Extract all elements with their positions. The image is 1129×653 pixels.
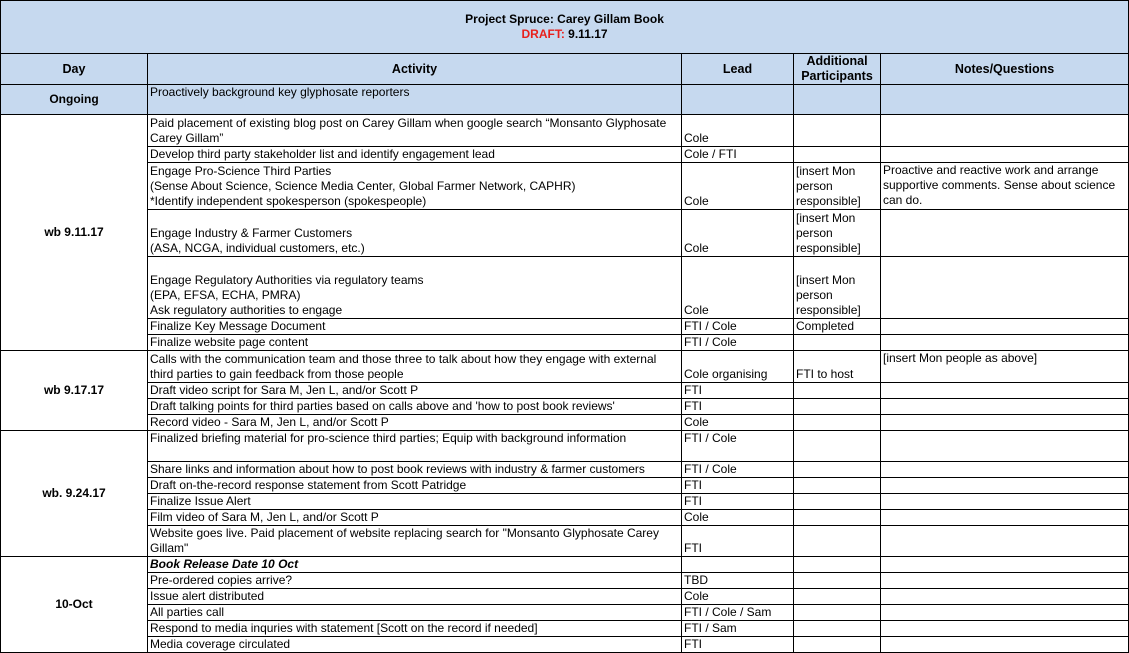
table-row [1, 431, 1129, 462]
lead-cell: FTI / Cole [682, 462, 794, 478]
notes-cell [881, 621, 1129, 637]
table-row [1, 621, 1129, 637]
activity-cell: Develop third party stakeholder list and identify engagement lead [148, 147, 682, 163]
header-day: Day [1, 54, 148, 85]
participants-cell [794, 526, 881, 557]
title-row [1, 1, 1129, 54]
lead-cell: FTI [682, 478, 794, 494]
table-row [1, 573, 1129, 589]
day-cell: 10-Oct [1, 557, 148, 653]
notes-cell [881, 510, 1129, 526]
lead-cell: Cole [682, 257, 794, 319]
lead-cell: Cole [682, 210, 794, 257]
table-row [1, 557, 1129, 573]
schedule-body [1, 115, 1129, 653]
participants-cell [794, 494, 881, 510]
table-row [1, 462, 1129, 478]
notes-cell [881, 462, 1129, 478]
activity-cell: Media coverage circulated [148, 637, 682, 653]
activity-cell: Finalize Key Message Document [148, 319, 682, 335]
document-title: Project Spruce: Carey Gillam Book [465, 12, 664, 26]
notes-cell [881, 399, 1129, 415]
table-row [1, 319, 1129, 335]
activity-cell: Record video - Sara M, Jen L, and/or Scott P [148, 415, 682, 431]
table-row [1, 383, 1129, 399]
activity-cell: Draft on-the-record response statement from Scott Patridge [148, 478, 682, 494]
participants-cell [794, 557, 881, 573]
table-row [1, 147, 1129, 163]
notes-cell [881, 605, 1129, 621]
participants-cell [794, 637, 881, 653]
header-additional-participants: Additional Participants [794, 54, 881, 85]
table-row [1, 589, 1129, 605]
ongoing-row [1, 85, 1129, 115]
notes-cell [881, 335, 1129, 351]
lead-cell: FTI [682, 399, 794, 415]
activity-cell: Engage Industry & Farmer Customers (ASA, NCGA, individual customers, etc.) [148, 210, 682, 257]
lead-cell: Cole [682, 510, 794, 526]
table-row [1, 415, 1129, 431]
table-row [1, 163, 1129, 210]
notes-cell [881, 526, 1129, 557]
notes-cell [881, 637, 1129, 653]
activity-cell: Share links and information about how to post book reviews with industry & farmer customers [148, 462, 682, 478]
participants-cell: [insert Mon person responsible] [794, 163, 881, 210]
table-row [1, 351, 1129, 383]
day-cell: wb 9.11.17 [1, 115, 148, 351]
participants-cell [794, 605, 881, 621]
activity-cell: Book Release Date 10 Oct [148, 557, 682, 573]
table-row [1, 605, 1129, 621]
activity-cell: Pre-ordered copies arrive? [148, 573, 682, 589]
lead-cell: Cole [682, 163, 794, 210]
table-row [1, 637, 1129, 653]
participants-cell [794, 621, 881, 637]
notes-cell: Proactive and reactive work and arrange supportive comments. Sense about science can do. [881, 163, 1129, 210]
notes-cell [881, 85, 1129, 115]
activity-cell: Film video of Sara M, Jen L, and/or Scott P [148, 510, 682, 526]
lead-cell: FTI [682, 494, 794, 510]
participants-cell [794, 431, 881, 462]
participants-cell [794, 335, 881, 351]
lead-cell: FTI [682, 383, 794, 399]
participants-cell [794, 510, 881, 526]
table-row [1, 115, 1129, 147]
header-row [1, 54, 1129, 85]
notes-cell [881, 383, 1129, 399]
header-lead: Lead [682, 54, 794, 85]
activity-cell: Respond to media inquries with statement [Scott on the record if needed] [148, 621, 682, 637]
notes-cell [881, 431, 1129, 462]
lead-cell: Cole [682, 115, 794, 147]
participants-cell [794, 478, 881, 494]
lead-cell [682, 85, 794, 115]
notes-cell: [insert Mon people as above] [881, 351, 1129, 383]
notes-cell [881, 589, 1129, 605]
table-row [1, 494, 1129, 510]
header-activity: Activity [148, 54, 682, 85]
lead-cell: FTI [682, 526, 794, 557]
lead-cell: Cole organising [682, 351, 794, 383]
activity-cell: Finalized briefing material for pro-science third parties; Equip with background information [148, 431, 682, 462]
participants-cell: [insert Mon person responsible] [794, 210, 881, 257]
day-cell: wb. 9.24.17 [1, 431, 148, 557]
participants-cell [794, 399, 881, 415]
table-row [1, 510, 1129, 526]
participants-cell: [insert Mon person responsible] [794, 257, 881, 319]
activity-cell: Proactively background key glyphosate reporters [148, 85, 682, 115]
activity-cell: Paid placement of existing blog post on Carey Gillam when google search “Monsanto Glyphosate Carey Gillam” [148, 115, 682, 147]
participants-cell [794, 462, 881, 478]
activity-cell: Draft video script for Sara M, Jen L, and/or Scott P [148, 383, 682, 399]
lead-cell: FTI / Sam [682, 621, 794, 637]
draft-date: 9.11.17 [568, 27, 608, 41]
table-row [1, 257, 1129, 319]
activity-cell: Website goes live. Paid placement of website replacing search for "Monsanto Glyphosate Carey Gillam" [148, 526, 682, 557]
activity-cell: Finalize Issue Alert [148, 494, 682, 510]
notes-cell [881, 210, 1129, 257]
participants-cell [794, 383, 881, 399]
table-row [1, 399, 1129, 415]
lead-cell: TBD [682, 573, 794, 589]
lead-cell [682, 557, 794, 573]
activity-cell: Draft talking points for third parties based on calls above and 'how to post book reviews' [148, 399, 682, 415]
lead-cell: FTI / Cole [682, 431, 794, 462]
lead-cell: Cole / FTI [682, 147, 794, 163]
day-cell: wb 9.17.17 [1, 351, 148, 431]
participants-cell [794, 115, 881, 147]
notes-cell [881, 557, 1129, 573]
table-row [1, 210, 1129, 257]
lead-cell: FTI / Cole [682, 319, 794, 335]
table-row [1, 526, 1129, 557]
lead-cell: FTI [682, 637, 794, 653]
lead-cell: FTI / Cole / Sam [682, 605, 794, 621]
activity-cell: Calls with the communication team and those three to talk about how they engage with external third parties to gain feedback from those people [148, 351, 682, 383]
participants-cell [794, 147, 881, 163]
participants-cell: FTI to host [794, 351, 881, 383]
notes-cell [881, 257, 1129, 319]
activity-cell: Finalize website page content [148, 335, 682, 351]
day-cell: Ongoing [1, 85, 148, 115]
title-cell [1, 1, 1129, 54]
notes-cell [881, 415, 1129, 431]
table-row [1, 478, 1129, 494]
notes-cell [881, 319, 1129, 335]
activity-cell: Engage Pro-Science Third Parties (Sense About Science, Science Media Center, Global Farmer Network, CAPHR) *Identify independent spokesperson (spokespeople) [148, 163, 682, 210]
activity-cell: All parties call [148, 605, 682, 621]
notes-cell [881, 494, 1129, 510]
lead-cell: Cole [682, 415, 794, 431]
participants-cell [794, 589, 881, 605]
notes-cell [881, 478, 1129, 494]
participants-cell [794, 85, 881, 115]
participants-cell [794, 415, 881, 431]
activity-cell: Engage Regulatory Authorities via regulatory teams (EPA, EFSA, ECHA, PMRA) Ask regulatory authorities to engage [148, 257, 682, 319]
draft-line [3, 27, 1126, 42]
table-row [1, 335, 1129, 351]
activity-cell: Issue alert distributed [148, 589, 682, 605]
notes-cell [881, 147, 1129, 163]
lead-cell: Cole [682, 589, 794, 605]
participants-cell [794, 573, 881, 589]
participants-cell: Completed [794, 319, 881, 335]
draft-label: DRAFT: [521, 27, 565, 41]
header-notes: Notes/Questions [881, 54, 1129, 85]
notes-cell [881, 573, 1129, 589]
notes-cell [881, 115, 1129, 147]
lead-cell: FTI / Cole [682, 335, 794, 351]
